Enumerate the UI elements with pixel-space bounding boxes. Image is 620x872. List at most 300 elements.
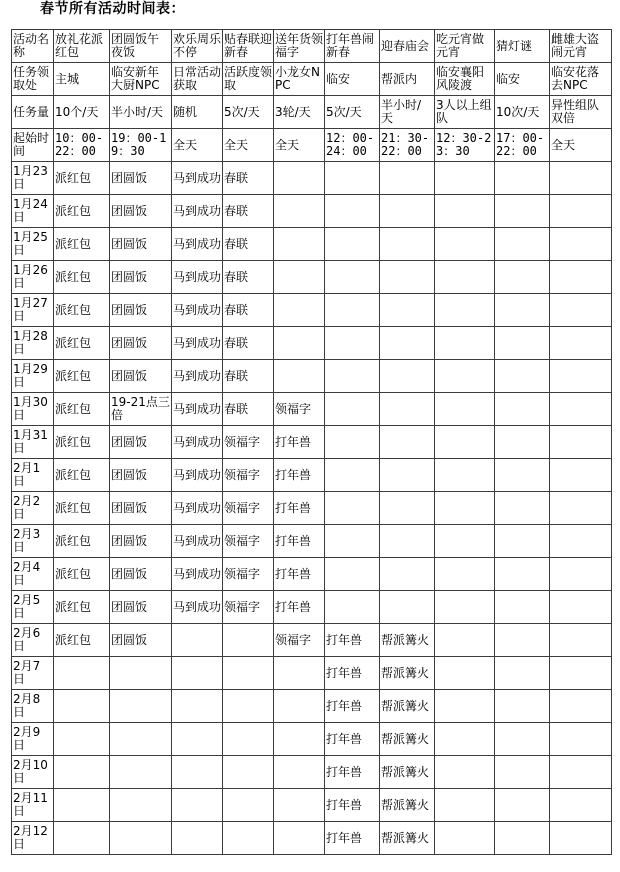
table-cell [325, 195, 380, 228]
table-cell: 打年兽 [325, 624, 380, 657]
table-cell: 马到成功 [172, 261, 223, 294]
table-cell: 派红包 [54, 492, 110, 525]
table-cell [495, 822, 550, 855]
table-cell [435, 624, 495, 657]
table-cell [495, 162, 550, 195]
table-cell [274, 756, 325, 789]
table-cell: 帮派篝火 [380, 723, 435, 756]
table-cell [54, 657, 110, 690]
table-cell: 马到成功 [172, 162, 223, 195]
table-row [12, 228, 612, 261]
table-cell [380, 393, 435, 426]
task-quantity-row [12, 96, 612, 129]
table-cell [223, 657, 274, 690]
table-cell [550, 426, 612, 459]
table-cell: 团圆饭 [110, 261, 172, 294]
table-cell [435, 591, 495, 624]
table-row [12, 789, 612, 822]
header-cell: 10：00-22：00 [54, 129, 110, 162]
table-row [12, 195, 612, 228]
table-cell: 马到成功 [172, 492, 223, 525]
table-cell [274, 723, 325, 756]
header-cell: 活跃度领取 [223, 63, 274, 96]
date-cell: 1月27日 [12, 294, 54, 327]
table-cell [380, 327, 435, 360]
header-cell: 帮派内 [380, 63, 435, 96]
table-cell: 春联 [223, 360, 274, 393]
table-cell [550, 756, 612, 789]
table-cell [380, 162, 435, 195]
table-cell [435, 162, 495, 195]
table-cell [550, 624, 612, 657]
table-cell: 打年兽 [325, 657, 380, 690]
table-cell: 领福字 [223, 426, 274, 459]
table-cell: 领福字 [223, 558, 274, 591]
date-cell: 1月28日 [12, 327, 54, 360]
table-cell [550, 690, 612, 723]
table-cell [380, 360, 435, 393]
table-cell [223, 723, 274, 756]
table-cell [380, 195, 435, 228]
table-cell: 春联 [223, 195, 274, 228]
date-cell: 2月9日 [12, 723, 54, 756]
table-cell: 马到成功 [172, 228, 223, 261]
header-cell: 日常活动获取 [172, 63, 223, 96]
table-cell [380, 261, 435, 294]
table-row [12, 690, 612, 723]
header-cell: 全天 [550, 129, 612, 162]
table-cell [550, 393, 612, 426]
header-cell: 异性组队双倍 [550, 96, 612, 129]
table-cell [495, 294, 550, 327]
table-cell: 打年兽 [325, 789, 380, 822]
table-cell [550, 789, 612, 822]
header-cell: 12：00-24：00 [325, 129, 380, 162]
header-cell: 17：00-22：00 [495, 129, 550, 162]
table-cell: 春联 [223, 261, 274, 294]
table-cell [435, 492, 495, 525]
header-cell: 雌雄大盗闹元宵 [550, 30, 612, 63]
table-cell [495, 459, 550, 492]
table-cell [325, 591, 380, 624]
table-cell [495, 360, 550, 393]
table-cell: 春联 [223, 294, 274, 327]
table-cell: 马到成功 [172, 591, 223, 624]
header-cell: 主城 [54, 63, 110, 96]
table-cell: 派红包 [54, 360, 110, 393]
table-cell [495, 195, 550, 228]
header-cell: 12：30-23：30 [435, 129, 495, 162]
table-cell [54, 789, 110, 822]
table-cell: 打年兽 [274, 459, 325, 492]
header-cell: 临安新年大厨NPC [110, 63, 172, 96]
table-cell: 团圆饭 [110, 459, 172, 492]
table-cell: 马到成功 [172, 459, 223, 492]
table-cell: 打年兽 [325, 723, 380, 756]
table-cell: 领福字 [274, 624, 325, 657]
header-cell: 10个/天 [54, 96, 110, 129]
table-cell: 团圆饭 [110, 294, 172, 327]
table-cell [325, 261, 380, 294]
table-cell [380, 558, 435, 591]
table-cell: 打年兽 [274, 525, 325, 558]
table-cell [325, 360, 380, 393]
table-cell [110, 756, 172, 789]
table-cell [495, 228, 550, 261]
table-cell [495, 558, 550, 591]
table-cell: 领福字 [223, 492, 274, 525]
header-cell: 半小时/天 [110, 96, 172, 129]
table-cell: 打年兽 [325, 822, 380, 855]
table-cell [223, 690, 274, 723]
table-cell: 团圆饭 [110, 624, 172, 657]
table-cell [325, 525, 380, 558]
header-cell: 全天 [172, 129, 223, 162]
table-cell: 马到成功 [172, 525, 223, 558]
table-cell [435, 756, 495, 789]
table-cell [495, 789, 550, 822]
header-cell: 猜灯谜 [495, 30, 550, 63]
table-cell [54, 690, 110, 723]
table-cell: 团圆饭 [110, 195, 172, 228]
header-cell: 临安花落去NPC [550, 63, 612, 96]
activity-schedule-table [11, 29, 612, 855]
table-cell [172, 690, 223, 723]
date-cell: 1月24日 [12, 195, 54, 228]
table-cell [495, 657, 550, 690]
date-cell: 2月8日 [12, 690, 54, 723]
table-cell [435, 294, 495, 327]
table-row [12, 591, 612, 624]
table-cell: 帮派篝火 [380, 690, 435, 723]
table-row [12, 459, 612, 492]
table-cell: 派红包 [54, 624, 110, 657]
table-cell [550, 459, 612, 492]
header-cell: 打年兽闹新春 [325, 30, 380, 63]
table-cell [435, 525, 495, 558]
table-cell [274, 657, 325, 690]
table-cell [172, 657, 223, 690]
table-cell [435, 261, 495, 294]
table-cell [435, 393, 495, 426]
table-cell [550, 822, 612, 855]
table-cell: 帮派篝火 [380, 789, 435, 822]
header-cell: 贴春联迎新春 [223, 30, 274, 63]
table-cell: 派红包 [54, 327, 110, 360]
table-cell: 派红包 [54, 525, 110, 558]
table-cell: 19-21点三倍 [110, 393, 172, 426]
table-cell [435, 360, 495, 393]
header-cell: 临安 [325, 63, 380, 96]
table-cell [380, 228, 435, 261]
table-cell: 派红包 [54, 426, 110, 459]
table-cell [110, 723, 172, 756]
table-cell [495, 723, 550, 756]
table-cell [325, 558, 380, 591]
header-cell: 临安襄阳风陵渡 [435, 63, 495, 96]
table-cell [495, 492, 550, 525]
table-cell: 团圆饭 [110, 591, 172, 624]
table-cell [435, 459, 495, 492]
table-row [12, 426, 612, 459]
page-title: 春节所有活动时间表： [40, 1, 185, 17]
row-header-cell: 活动名称 [12, 30, 54, 63]
date-cell: 1月31日 [12, 426, 54, 459]
table-cell [435, 228, 495, 261]
table-cell: 领福字 [274, 393, 325, 426]
table-cell [274, 261, 325, 294]
table-cell: 派红包 [54, 558, 110, 591]
table-cell: 派红包 [54, 294, 110, 327]
table-cell [172, 723, 223, 756]
header-cell: 5次/天 [325, 96, 380, 129]
table-row [12, 624, 612, 657]
table-row [12, 393, 612, 426]
header-cell: 3轮/天 [274, 96, 325, 129]
table-row [12, 492, 612, 525]
table-cell: 帮派篝火 [380, 756, 435, 789]
table-row [12, 657, 612, 690]
table-cell [435, 195, 495, 228]
table-cell [54, 756, 110, 789]
table-cell [325, 459, 380, 492]
header-cell: 团圆饭午夜饭 [110, 30, 172, 63]
table-cell: 派红包 [54, 195, 110, 228]
table-cell: 团圆饭 [110, 360, 172, 393]
date-cell: 2月12日 [12, 822, 54, 855]
table-cell [380, 591, 435, 624]
header-cell: 21：30-22：00 [380, 129, 435, 162]
date-cell: 1月30日 [12, 393, 54, 426]
table-cell: 春联 [223, 393, 274, 426]
table-cell [274, 294, 325, 327]
table-cell [550, 195, 612, 228]
table-cell [380, 459, 435, 492]
header-cell: 临安 [495, 63, 550, 96]
table-cell [435, 822, 495, 855]
date-cell: 2月1日 [12, 459, 54, 492]
table-cell [435, 426, 495, 459]
table-cell [550, 261, 612, 294]
table-cell: 派红包 [54, 162, 110, 195]
table-row [12, 327, 612, 360]
table-cell [495, 756, 550, 789]
table-cell [325, 294, 380, 327]
date-cell: 1月26日 [12, 261, 54, 294]
table-cell [325, 228, 380, 261]
table-cell [495, 525, 550, 558]
table-cell: 帮派篝火 [380, 624, 435, 657]
table-cell: 马到成功 [172, 195, 223, 228]
table-cell [380, 492, 435, 525]
table-cell [380, 426, 435, 459]
table-cell: 团圆饭 [110, 525, 172, 558]
header-cell: 吃元宵做元宵 [435, 30, 495, 63]
header-cell: 欢乐周乐不停 [172, 30, 223, 63]
table-row [12, 822, 612, 855]
table-cell: 团圆饭 [110, 327, 172, 360]
table-cell [223, 789, 274, 822]
table-row [12, 558, 612, 591]
table-cell: 团圆饭 [110, 426, 172, 459]
table-cell: 打年兽 [274, 591, 325, 624]
table-cell [550, 591, 612, 624]
table-cell: 马到成功 [172, 360, 223, 393]
table-cell: 打年兽 [274, 558, 325, 591]
table-cell [274, 822, 325, 855]
table-cell [550, 228, 612, 261]
header-cell: 10次/天 [495, 96, 550, 129]
date-cell: 2月5日 [12, 591, 54, 624]
row-header-cell: 任务量 [12, 96, 54, 129]
table-cell [435, 789, 495, 822]
table-cell: 派红包 [54, 393, 110, 426]
table-row [12, 525, 612, 558]
row-header-cell: 任务领取处 [12, 63, 54, 96]
pickup-location-row [12, 63, 612, 96]
activity-name-row [12, 30, 612, 63]
table-cell: 领福字 [223, 525, 274, 558]
header-cell: 随机 [172, 96, 223, 129]
table-cell [110, 789, 172, 822]
table-cell: 领福字 [223, 591, 274, 624]
table-cell [110, 822, 172, 855]
table-cell [325, 426, 380, 459]
table-cell: 团圆饭 [110, 558, 172, 591]
table-cell [54, 723, 110, 756]
header-cell: 19：00-19：30 [110, 129, 172, 162]
table-cell [223, 822, 274, 855]
header-cell: 全天 [223, 129, 274, 162]
table-cell: 帮派篝火 [380, 657, 435, 690]
date-cell: 2月2日 [12, 492, 54, 525]
table-cell: 派红包 [54, 591, 110, 624]
date-cell: 2月10日 [12, 756, 54, 789]
header-cell: 迎春庙会 [380, 30, 435, 63]
header-cell: 全天 [274, 129, 325, 162]
table-cell: 帮派篝火 [380, 822, 435, 855]
table-row [12, 360, 612, 393]
table-cell [274, 360, 325, 393]
table-row [12, 162, 612, 195]
table-cell [110, 657, 172, 690]
date-cell: 2月3日 [12, 525, 54, 558]
table-cell: 派红包 [54, 459, 110, 492]
start-time-row [12, 129, 612, 162]
header-cell: 小龙女NPC [274, 63, 325, 96]
table-cell [435, 723, 495, 756]
table-cell: 马到成功 [172, 558, 223, 591]
header-cell: 半小时/天 [380, 96, 435, 129]
table-cell [172, 756, 223, 789]
table-cell [495, 426, 550, 459]
date-cell: 1月23日 [12, 162, 54, 195]
table-cell: 春联 [223, 228, 274, 261]
table-cell [325, 162, 380, 195]
table-row [12, 723, 612, 756]
table-cell: 春联 [223, 162, 274, 195]
header-cell: 送年货领福字 [274, 30, 325, 63]
table-row [12, 756, 612, 789]
table-cell [550, 162, 612, 195]
table-cell [550, 492, 612, 525]
table-cell: 团圆饭 [110, 492, 172, 525]
table-cell [274, 789, 325, 822]
date-cell: 1月25日 [12, 228, 54, 261]
table-cell: 马到成功 [172, 393, 223, 426]
table-cell [54, 822, 110, 855]
table-cell [325, 393, 380, 426]
table-cell: 马到成功 [172, 294, 223, 327]
table-cell: 马到成功 [172, 426, 223, 459]
table-cell [380, 294, 435, 327]
header-cell: 5次/天 [223, 96, 274, 129]
table-cell [495, 393, 550, 426]
table-cell [550, 360, 612, 393]
table-cell [172, 789, 223, 822]
table-cell [495, 690, 550, 723]
table-cell [274, 690, 325, 723]
table-cell: 打年兽 [274, 426, 325, 459]
date-cell: 2月6日 [12, 624, 54, 657]
table-cell [172, 822, 223, 855]
table-cell: 派红包 [54, 261, 110, 294]
date-cell: 2月11日 [12, 789, 54, 822]
table-cell [495, 591, 550, 624]
table-cell [110, 690, 172, 723]
table-cell: 派红包 [54, 228, 110, 261]
table-cell [435, 558, 495, 591]
table-cell [274, 228, 325, 261]
table-cell [495, 624, 550, 657]
table-cell: 团圆饭 [110, 162, 172, 195]
date-cell: 2月4日 [12, 558, 54, 591]
header-cell: 3人以上组队 [435, 96, 495, 129]
table-row [12, 294, 612, 327]
table-cell: 团圆饭 [110, 228, 172, 261]
table-cell [550, 657, 612, 690]
table-cell [172, 624, 223, 657]
date-cell: 2月7日 [12, 657, 54, 690]
table-cell: 打年兽 [325, 690, 380, 723]
table-cell [380, 525, 435, 558]
table-cell [550, 558, 612, 591]
table-cell: 打年兽 [274, 492, 325, 525]
table-cell [274, 195, 325, 228]
table-cell [274, 327, 325, 360]
table-cell [550, 723, 612, 756]
table-cell [274, 162, 325, 195]
table-cell [325, 492, 380, 525]
date-cell: 1月29日 [12, 360, 54, 393]
table-cell [550, 327, 612, 360]
table-cell: 打年兽 [325, 756, 380, 789]
table-cell: 领福字 [223, 459, 274, 492]
table-cell [495, 327, 550, 360]
table-cell [223, 624, 274, 657]
table-cell [223, 756, 274, 789]
table-cell [550, 525, 612, 558]
table-cell [550, 294, 612, 327]
table-cell [435, 690, 495, 723]
table-cell: 春联 [223, 327, 274, 360]
header-cell: 放礼花派红包 [54, 30, 110, 63]
table-cell: 马到成功 [172, 327, 223, 360]
table-cell [435, 327, 495, 360]
table-row [12, 261, 612, 294]
table-cell [495, 261, 550, 294]
row-header-cell: 起始时间 [12, 129, 54, 162]
